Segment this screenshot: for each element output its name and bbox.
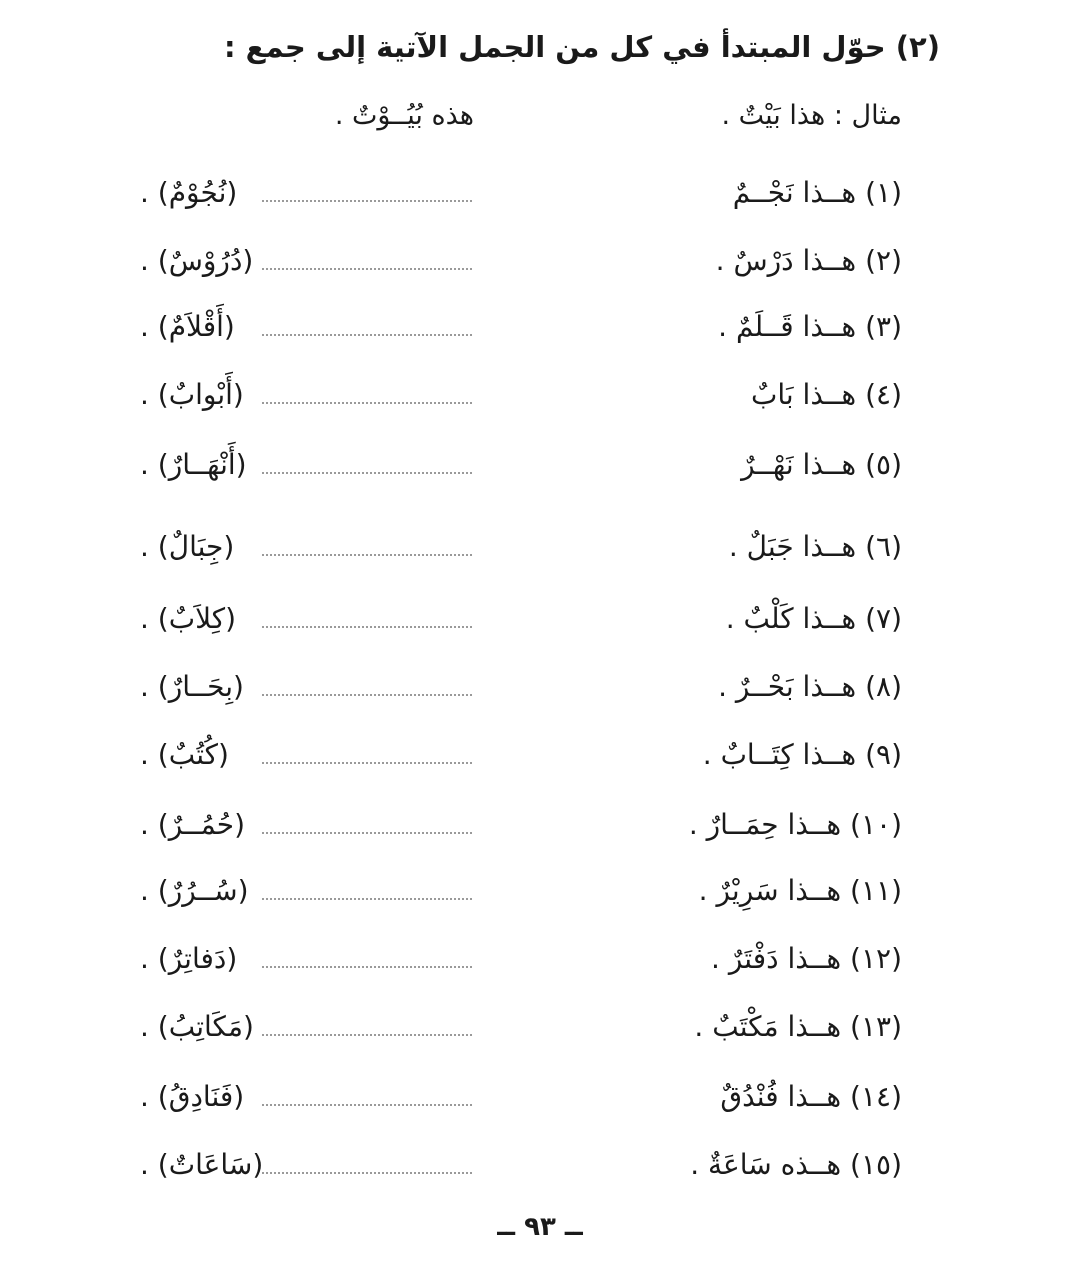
exercise-answer: (أَقْلاَمٌ) . <box>140 310 235 343</box>
answer-dotted-line <box>262 1034 472 1036</box>
exercise-answer: (كُتُبٌ) . <box>140 738 229 771</box>
answer-dotted-line <box>262 554 472 556</box>
answer-dotted-line <box>262 334 472 336</box>
exercise-row <box>0 370 1080 420</box>
answer-dotted-line <box>262 626 472 628</box>
exercise-question: (٩) هــذا كِتَــابٌ . <box>702 738 902 771</box>
exercise-question: (١٤) هــذا فُنْدُقٌ <box>720 1080 902 1113</box>
exercise-row <box>0 730 1080 780</box>
exercise-answer: (مَكَاتِبُ) . <box>140 1010 254 1043</box>
exercise-question: (١٠) هــذا حِمَــارٌ . <box>688 808 902 841</box>
answer-dotted-line <box>262 200 472 202</box>
answer-dotted-line <box>262 966 472 968</box>
answer-dotted-line <box>262 762 472 764</box>
exercise-answer: (أَنْهَــارٌ) . <box>140 448 247 481</box>
exercise-answer: (سَاعَاتٌ) . <box>140 1148 264 1181</box>
exercise-row <box>0 1002 1080 1052</box>
exercise-answer: (جِبَالٌ) . <box>140 530 235 563</box>
page-number: ــ ٩٣ ــ <box>497 1212 583 1242</box>
exercise-row <box>0 1140 1080 1190</box>
exercise-question: (٨) هــذا بَحْــرٌ . <box>718 670 902 703</box>
answer-dotted-line <box>262 402 472 404</box>
exercise-row <box>0 866 1080 916</box>
exercise-question: (٢) هــذا دَرْسٌ . <box>715 244 902 277</box>
answer-dotted-line <box>262 472 472 474</box>
exercise-row <box>0 934 1080 984</box>
exercise-answer: (بِحَــارٌ) . <box>140 670 244 703</box>
exercise-answer: (كِلاَبٌ) . <box>140 602 237 635</box>
exercise-answer: (دُرُوْسٌ) . <box>140 244 254 277</box>
exercise-instruction: (٢) حوّل المبتدأ في كل من الجمل الآتية إلى جمع : <box>223 30 940 64</box>
exercise-row <box>0 522 1080 572</box>
exercise-row <box>0 236 1080 286</box>
exercise-question: (٥) هــذا نَهْــرٌ <box>741 448 902 481</box>
exercise-answer: (حُمُــرٌ) . <box>140 808 245 841</box>
answer-dotted-line <box>262 832 472 834</box>
answer-dotted-line <box>262 898 472 900</box>
exercise-row <box>0 662 1080 712</box>
exercise-question: (٣) هــذا قَــلَمٌ . <box>718 310 902 343</box>
exercise-row <box>0 440 1080 490</box>
exercise-question: (٤) هــذا بَابٌ <box>750 378 902 411</box>
exercise-row <box>0 168 1080 218</box>
exercise-question: (٦) هــذا جَبَلٌ . <box>728 530 902 563</box>
exercise-question: (١٥) هــذه سَاعَةٌ . <box>690 1148 902 1181</box>
exercise-row <box>0 1072 1080 1122</box>
answer-dotted-line <box>262 1172 472 1174</box>
exercise-answer: (سُــرُرٌ) . <box>140 874 249 907</box>
example-question: مثال : هذا بَيْتٌ . <box>721 100 902 131</box>
exercise-question: (١٢) هــذا دَفْتَرٌ . <box>711 942 902 975</box>
answer-dotted-line <box>262 268 472 270</box>
exercise-question: (١١) هــذا سَرِيْرٌ . <box>698 874 902 907</box>
exercise-question: (٧) هــذا كَلْبٌ . <box>725 602 902 635</box>
example-answer: هذه بُيُــوْتٌ . <box>334 100 474 131</box>
exercise-answer: (دَفاتِرٌ) . <box>140 942 238 975</box>
exercise-question: (١٣) هــذا مَكْتَبٌ . <box>694 1010 902 1043</box>
exercise-answer: (نُجُوْمٌ) . <box>140 176 238 209</box>
exercise-question: (١) هــذا نَجْــمٌ <box>732 176 902 209</box>
exercise-row <box>0 594 1080 644</box>
exercise-answer: (فَنَادِقُ) . <box>140 1080 245 1113</box>
exercise-row <box>0 800 1080 850</box>
answer-dotted-line <box>262 1104 472 1106</box>
answer-dotted-line <box>262 694 472 696</box>
exercise-row <box>0 302 1080 352</box>
exercise-answer: (أَبْوابٌ) . <box>140 378 244 411</box>
